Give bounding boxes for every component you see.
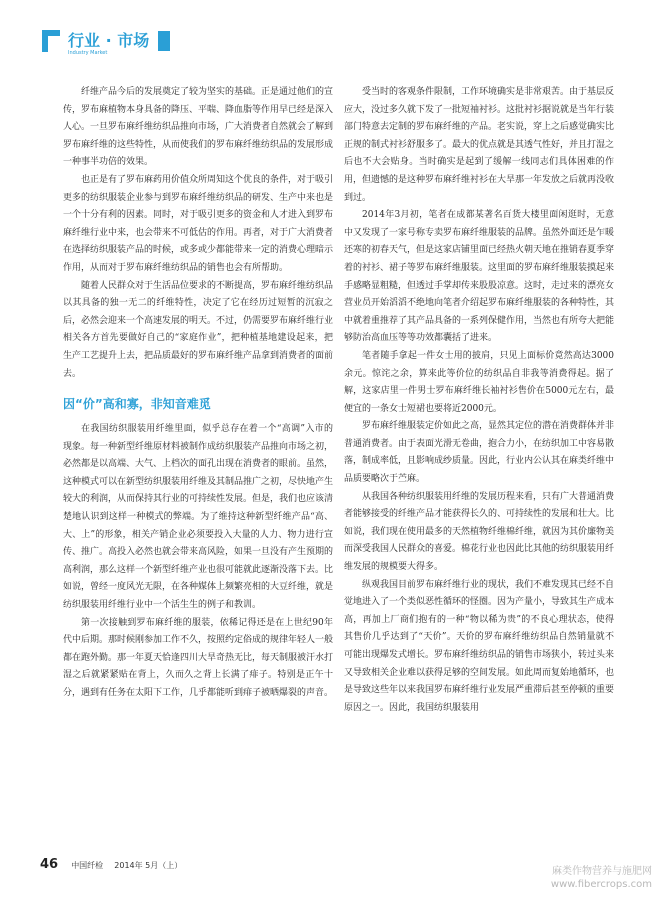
paragraph: 纵观我国目前罗布麻纤维行业的现状，我们不难发现其已经不自觉地进入了一个类似恶性循环的怪圈。因为产量小，导致其生产成本高，再加上厂商们抱有的一种“物以稀为贵”的不良心理状态，使得其售价几乎达到了“天价”。天价的罗布麻纤维纺织品自然销量就不可能出现爆发式增长。罗布麻纤维纺织品的销售市场狭小，转过头来又导致相关企业难以获得足够的空间发展。如此周而复始地循环，也是导致这些年以来我国罗布麻纤维行业发展严重滞后甚至停顿的重要原因之一。因此，我国纺织服装用 (344, 579, 615, 713)
section-logo-icon (42, 30, 60, 52)
header-square-icon (158, 31, 170, 51)
section-title: 行业 · 市场 (68, 31, 150, 50)
paragraph: 第一次接触到罗布麻纤维的服装，依稀记得还是在上世纪90年代中后期。那时候刚参加工作不久，按照约定俗成的规律年轻人一般都在跑外勤。那一年夏天恰逢四川大旱奇热无比，每天制服被汗水打湿之后就紧紧贴在背上，久而久之背上长满了痱子。特别是正午十分，遇到有任务在太阳下工作，几乎都能听到痱子被晒爆裂的声音。 (63, 617, 334, 698)
section-subtitle: Industry Market (68, 50, 108, 56)
paragraph: 受当时的客观条件限制，工作环境确实是非常艰苦。由于基层反应大，没过多久就下发了一批短袖衬衫。这批衬衫据说就是当年行装部门特意去定制的罗布麻纤维的产品。老实说，穿上之后感觉确实比正规的制式衬衫舒服多了。最大的优点就是其透气性好，并且打湿之后也不大会贴身。当时确实是起到了缓解一线同志们具体困难的作用，但遗憾的是这种罗布麻纤维衬衫在大旱那一年发放之后就再没收到过。 (344, 87, 615, 203)
section-subheading: 因“价”高和寡，非知音难觅 (63, 397, 211, 412)
watermark-url: www.fibercrops.com (550, 879, 652, 890)
paragraph: 在我国纺织服装用纤维里面，似乎总存在着一个“高调”入市的现象。每一种新型纤维原材料被制作成纺织服装产品推向市场之初，必然都是以高端、大气、上档次的面孔出现在消费者的眼前。虽然，这种模式可以在新型纺织服装用纤维及其制品推广之初，尽快地产生较大的利润，从而保持其行业的可持续性发展。但是，我们也应该清楚地认识到这样一种模式的弊端。为了维持这种新型纤维产品“高、大、上”的形象，相关产销企业必须要投入大量的人力、物力进行宣传、推广。高投入必然也就会带来高风险，如果一旦没有产生预期的高利润，那么这样一个新型纤维产业也很可能就此逐渐没落下去。比如说，曾经一度风光无限，在各种媒体上频繁亮相的大豆纤维，就是纺织服装用纤维行业中一个活生生的例子和教训。 (63, 424, 334, 611)
magazine-name: 中国纤检 (71, 861, 104, 870)
paragraph: 2014年3月初，笔者在成都某著名百货大楼里面闲逛时，无意中又发现了一家号称专卖罗布麻纤维服装的品牌。虽然外面还是乍暖还寒的初春天气，但是这家店铺里面已经热火朝天地在推销春夏季穿着的衬衫、裙子等罗布麻纤维服装。这里面的罗布麻纤维服装摸起来手感略显粗糙，但透过手掌却传来股股凉意。这时，走过来的漂亮女营业员开始滔滔不绝地向笔者介绍起罗布麻纤维服装的各种特性，其中就着重推荐了其产品具备的一系列保健作用，当然也有所夸大把能够防治高血压等等功效都囊括了进来。 (344, 210, 615, 344)
paragraph: 笔者随手拿起一件女士用的披肩，只见上面标价竟然高达3000余元。惊诧之余，算来此等价位的纺织品自非我等消费得起。据了解，这家店里一件男士罗布麻纤维长袖衬衫售价在5000元左右，最便宜的一条女士短裙也要将近2000元。 (344, 350, 614, 414)
watermark-line: 麻类作物营养与施肥网 (552, 866, 652, 877)
paragraph: 从我国各种纺织服装用纤维的发展历程来看，只有广大普通消费者能够接受的纤维产品才能获得长久的、可持续性的发展和壮大。比如说，我们现在使用最多的天然植物纤维棉纤维，就因为其价廉物美而深受我国人民群众的喜爱。棉花行业也因此比其他的纺织服装用纤维发展的规模要大得多。 (344, 491, 615, 573)
left-column (63, 84, 333, 703)
paragraph: 罗布麻纤维服装定价如此之高，显然其定位的潜在消费群体并非普通消费者。由于表面光滑无卷曲，抱合力小，在纺织加工中容易散落，制成率低，且影响成纱质量。因此，行业内公认其在麻类纤维中品质要略次于苎麻。 (344, 421, 615, 485)
watermark (542, 865, 652, 891)
paragraph: 随着人民群众对于生活品位要求的不断提高，罗布麻纤维纺织品以其具备的独一无二的纤维特性，决定了它在经历过短暂的沉寂之后，必然会迎来一个高速发展的明天。不过，仍需要罗布麻纤维行业相关各方首先要做好自己的“家庭作业”，把种植基地建设起来，把生产工艺提升上去，把品质最好的罗布麻纤维产品拿到消费者的面前去。 (63, 280, 334, 379)
page-number: 46 (40, 857, 59, 872)
right-column (344, 84, 614, 717)
issue-date: 2014年 5月（上） (114, 861, 183, 870)
page-footer (40, 853, 182, 872)
paragraph: 也正是有了罗布麻药用价值众所周知这个优良的条件，对于吸引更多的纺织服装企业参与到罗布麻纤维纺织品的研发、生产中来也是一个十分有利的因素。同时，对于吸引更多的资金和人才进入到罗布麻纤维行业中来，也会带来不可低估的作用。再者，对于广大消费者在选择纺织服装产品的时候，或多或少都能带来一定的消费心理暗示作用，从而对于罗布麻纤维纺织品的销售也会有所帮助。 (63, 174, 334, 273)
paragraph: 纤维产品今后的发展奠定了较为坚实的基础。正是通过他们的宣传，罗布麻植物本身具备的降压、平喘、降血脂等作用早已经是深入人心。一旦罗布麻纤维纺织品推向市场，广大消费者自然就会了解到罗布麻纤维的这些特性，从而使我们的罗布麻纤维纺织品的发展形成一种事半功倍的效果。 (63, 87, 334, 168)
